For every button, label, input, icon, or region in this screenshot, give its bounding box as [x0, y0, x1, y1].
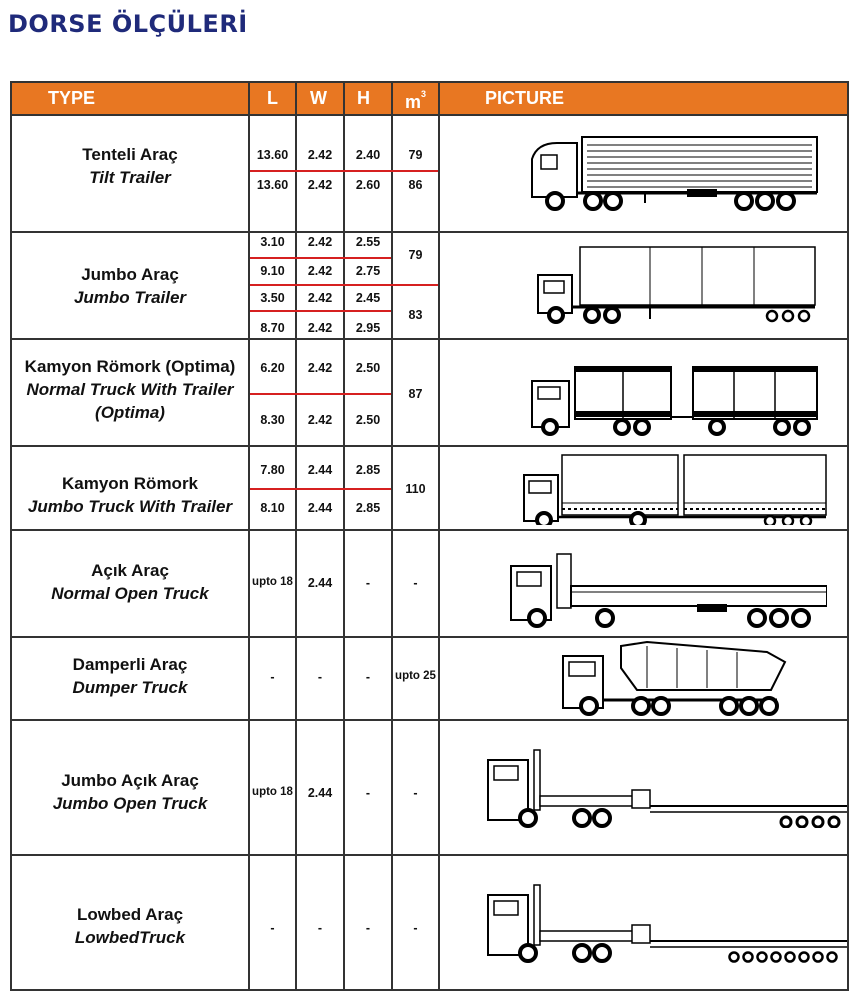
- cell-length: 7.80: [260, 463, 285, 477]
- cell-volume: upto 25: [395, 670, 436, 682]
- page-title: DORSE ÖLÇÜLERİ: [8, 10, 248, 38]
- header-type: TYPE: [48, 88, 96, 108]
- cell-length: 9.10: [260, 264, 285, 278]
- cell-length: -: [270, 921, 275, 935]
- row-lowbed-truck-name: Lowbed Araç LowbedTruck: [74, 905, 186, 947]
- cell-volume: 79: [408, 248, 423, 262]
- header-volume: $m^3$: [405, 89, 427, 112]
- row-tilt-trailer-name: Tenteli Araç Tilt Trailer: [82, 145, 178, 187]
- cell-width: 2.42: [307, 264, 333, 278]
- cell-width: -: [317, 921, 323, 935]
- cell-width: 2.42: [307, 413, 333, 427]
- dumper-truck-icon: [557, 638, 787, 716]
- cell-height: 2.95: [355, 321, 381, 335]
- header-width: W: [310, 88, 327, 108]
- row-jumbo-trailer-name: Jumbo Araç Jumbo Trailer: [73, 265, 187, 307]
- cell-width: 2.42: [307, 235, 333, 249]
- cell-height: 2.45: [355, 291, 381, 305]
- cell-height: -: [365, 576, 371, 590]
- cell-height: -: [365, 921, 371, 935]
- trailer-dimensions-table: [10, 81, 849, 991]
- cell-length: -: [270, 670, 275, 684]
- cell-length: upto 18: [252, 786, 293, 798]
- cell-width: 2.42: [307, 361, 333, 375]
- tilt-trailer-truck-icon: [527, 131, 827, 215]
- cell-width: 2.42: [307, 321, 333, 335]
- row-truck-with-trailer-name: Kamyon Römork (Optima) Normal Truck With Trailer (Optima): [24, 357, 236, 422]
- cell-length: upto 18: [252, 576, 293, 588]
- header-height: H: [357, 88, 370, 108]
- cell-length: 8.70: [260, 321, 285, 335]
- cell-width: 2.42: [307, 178, 333, 192]
- row-open-truck-name: Açık Araç Normal Open Truck: [51, 561, 209, 603]
- jumbo-trailer-truck-icon: [532, 243, 822, 325]
- cell-volume: 86: [408, 178, 423, 192]
- cell-volume: -: [413, 921, 418, 935]
- row-dumper-truck-name: Damperli Araç Dumper Truck: [72, 655, 188, 697]
- cell-height: -: [365, 670, 371, 684]
- cell-height: 2.75: [355, 264, 381, 278]
- cell-width: -: [317, 670, 323, 684]
- cell-height: 2.50: [355, 361, 381, 375]
- cell-height: 2.85: [355, 463, 381, 477]
- cell-width: 2.44: [307, 786, 333, 800]
- open-truck-icon: [507, 548, 827, 628]
- cell-width: 2.44: [307, 576, 333, 590]
- row-jumbo-open-truck-name: Jumbo Açık Araç Jumbo Open Truck: [52, 771, 208, 813]
- cell-height: 2.55: [355, 235, 381, 249]
- cell-height: -: [365, 786, 371, 800]
- table-header: [12, 83, 847, 116]
- cell-height: 2.60: [355, 178, 381, 192]
- cell-height: 2.85: [355, 501, 381, 515]
- cell-volume: 110: [405, 482, 426, 496]
- cell-height: 2.50: [355, 413, 381, 427]
- cell-volume: 79: [408, 148, 423, 162]
- cell-width: 2.42: [307, 291, 333, 305]
- truck-with-trailer-icon: [527, 363, 822, 437]
- cell-volume: 83: [408, 308, 423, 322]
- cell-length: 13.60: [256, 148, 289, 162]
- cell-width: 2.44: [307, 463, 333, 477]
- cell-height: 2.40: [355, 148, 381, 162]
- cell-length: 8.10: [260, 501, 285, 515]
- cell-length: 3.50: [260, 291, 285, 305]
- cell-volume: 87: [408, 387, 423, 401]
- jumbo-open-truck-icon: [482, 748, 847, 828]
- cell-width: 2.44: [307, 501, 333, 515]
- cell-length: 8.30: [260, 413, 285, 427]
- jumbo-truck-with-trailer-icon: [520, 451, 830, 525]
- cell-width: 2.42: [307, 148, 333, 162]
- cell-volume: -: [413, 786, 418, 800]
- cell-volume: -: [413, 576, 418, 590]
- header-length: L: [267, 88, 278, 108]
- cell-length: 3.10: [260, 235, 285, 249]
- row-jumbo-truck-with-trailer-name: Kamyon Römork Jumbo Truck With Trailer: [27, 474, 233, 516]
- header-picture: PICTURE: [485, 88, 565, 108]
- cell-length: 6.20: [260, 361, 285, 375]
- lowbed-truck-icon: [482, 883, 847, 963]
- cell-length: 13.60: [256, 178, 289, 192]
